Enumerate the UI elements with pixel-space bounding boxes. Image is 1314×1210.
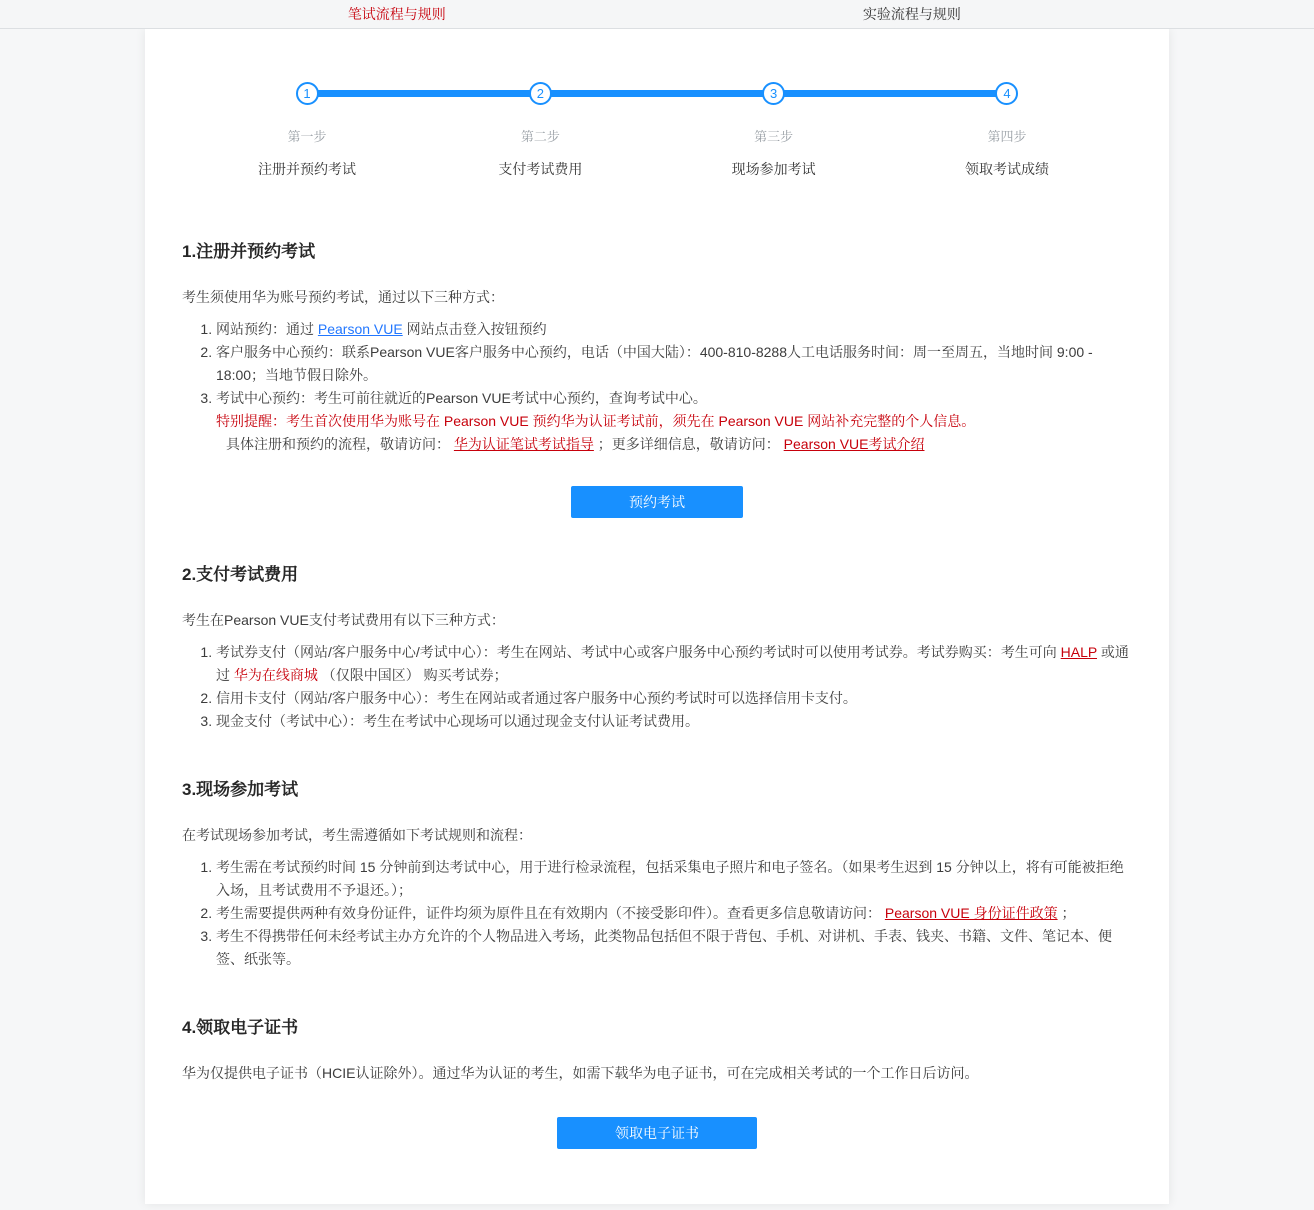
step-3-circle: 3 xyxy=(762,82,785,105)
step-4-circle: 4 xyxy=(995,82,1018,105)
pearson-vue-link[interactable]: Pearson VUE xyxy=(317,321,403,337)
section-certificate xyxy=(182,1013,1132,1149)
halp-link[interactable]: HALP xyxy=(1060,644,1097,660)
section-3-list xyxy=(194,856,1132,971)
section-2-heading: 2.支付考试费用 xyxy=(182,565,299,584)
step-4-title: 领取考试成绩 xyxy=(964,161,1049,177)
item-text: 信用卡支付（网站/客户服务中心）：考生在网站或者通过客户服务中心预约考试时可以选择信用卡支付。 xyxy=(216,690,857,706)
step-4 xyxy=(942,82,1072,179)
section-onsite xyxy=(182,775,1132,971)
top-tab-bar xyxy=(0,0,1314,29)
item-text: 客户服务中心预约：联系Pearson VUE客户服务中心预约，电话（中国大陆）：400-810-8288人工电话服务时间：周一至周五，当地时间 9:00 - 18:00；当地节假日除外。 xyxy=(216,344,1093,383)
step-3-sub: 第三步 xyxy=(754,129,794,144)
section-3-intro: 在考试现场参加考试，考生需遵循如下考试规则和流程： xyxy=(182,827,532,843)
notice-text: 具体注册和预约的流程，敬请访问： xyxy=(226,436,454,452)
list-item xyxy=(216,925,1132,971)
list-item xyxy=(216,341,1132,387)
step-2-title: 支付考试费用 xyxy=(498,161,583,177)
step-3 xyxy=(709,82,839,179)
section-1-list xyxy=(194,318,1132,410)
section-4-paragraph: 华为仅提供电子证书（HCIE认证除外）。通过华为认证的考生，如需下载华为电子证书，可在完成相关考试的一个工作日后访问。 xyxy=(182,1065,979,1081)
special-reminder-text: 特别提醒：考生首次使用华为账号在 Pearson VUE 预约华为认证考试前，须先在 Pearson VUE 网站补充完整的个人信息。 xyxy=(216,413,976,429)
huawei-online-store-link[interactable]: 华为在线商城 xyxy=(233,667,318,683)
item-text: 考生需要提供两种有效身份证件，证件均须为原件且在有效期内（不接受影印件）。查看更多信息敬请访问： xyxy=(216,905,885,921)
list-item xyxy=(216,902,1132,925)
item-text: 考生不得携带任何未经考试主办方允许的个人物品进入考场，此类物品包括但不限于背包、手机、对讲机、手表、钱夹、书籍、文件、笔记本、便签、纸张等。 xyxy=(216,928,1112,967)
item-text: 考生需在考试预约时间 15 分钟前到达考试中心，用于进行检录流程，包括采集电子照片和电子签名。（如果考生迟到 15 分钟以上，将有可能被拒绝入场，且考试费用不予退还。）； xyxy=(216,859,1124,898)
id-policy-link[interactable]: Pearson VUE 身份证件政策 xyxy=(884,905,1058,921)
step-1-title: 注册并预约考试 xyxy=(258,161,356,177)
list-item xyxy=(216,856,1132,902)
item-text: 考试中心预约：考生可前往就近的Pearson VUE考试中心预约，查询考试中心。 xyxy=(216,390,707,406)
step-2 xyxy=(475,82,605,179)
item-text: （仅限中国区） 购买考试券； xyxy=(317,667,508,683)
list-item xyxy=(216,641,1132,687)
step-2-sub: 第二步 xyxy=(520,129,560,144)
list-item xyxy=(216,318,1132,341)
item-text: 或通过 xyxy=(216,644,1129,683)
item-text: 现金支付（考试中心）：考生在考试中心现场可以通过现金支付认证考试费用。 xyxy=(216,713,699,729)
section-1-intro: 考生须使用华为账号预约考试，通过以下三种方式： xyxy=(182,289,504,305)
item-text: 考试券支付（网站/客户服务中心/考试中心）：考生在网站、考试中心或客户服务中心预约考试时可以使用考试券。考试券购买：考生可向 xyxy=(216,644,1061,660)
item-text: ； xyxy=(1057,905,1076,921)
get-certificate-button[interactable]: 领取电子证书 xyxy=(557,1117,757,1149)
list-item xyxy=(216,387,1132,410)
registration-guide-line xyxy=(226,433,1132,456)
notice-text: ；更多详细信息，敬请访问： xyxy=(593,436,784,452)
step-1-circle: 1 xyxy=(296,82,319,105)
tab-lab-exam-rules[interactable]: 实验流程与规则 xyxy=(862,6,961,22)
item-text: 网站点击登入按钮预约 xyxy=(402,321,547,337)
book-exam-button[interactable]: 预约考试 xyxy=(571,486,743,518)
written-exam-guide-link[interactable]: 华为认证笔试考试指导 xyxy=(453,436,594,452)
section-2-list xyxy=(194,641,1132,733)
list-item xyxy=(216,687,1132,710)
step-3-title: 现场参加考试 xyxy=(731,161,816,177)
item-text: 网站预约：通过 xyxy=(216,321,318,337)
section-payment xyxy=(182,560,1132,733)
exam-steps-progress xyxy=(242,82,1072,179)
step-1-sub: 第一步 xyxy=(287,129,327,144)
section-4-heading: 4.领取电子证书 xyxy=(182,1018,299,1037)
section-3-heading: 3.现场参加考试 xyxy=(182,780,299,799)
step-2-circle: 2 xyxy=(529,82,552,105)
list-item xyxy=(216,710,1132,733)
section-1-heading: 1.注册并预约考试 xyxy=(182,242,316,261)
step-4-sub: 第四步 xyxy=(987,129,1027,144)
tab-written-exam-rules[interactable]: 笔试流程与规则 xyxy=(347,6,446,22)
section-2-intro: 考生在Pearson VUE支付考试费用有以下三种方式： xyxy=(182,612,505,628)
section-register xyxy=(182,237,1132,518)
step-1 xyxy=(242,82,372,179)
content-card xyxy=(145,29,1169,1204)
pearson-vue-intro-link[interactable]: Pearson VUE考试介绍 xyxy=(783,436,925,452)
page-bottom-gap xyxy=(0,1204,1314,1210)
